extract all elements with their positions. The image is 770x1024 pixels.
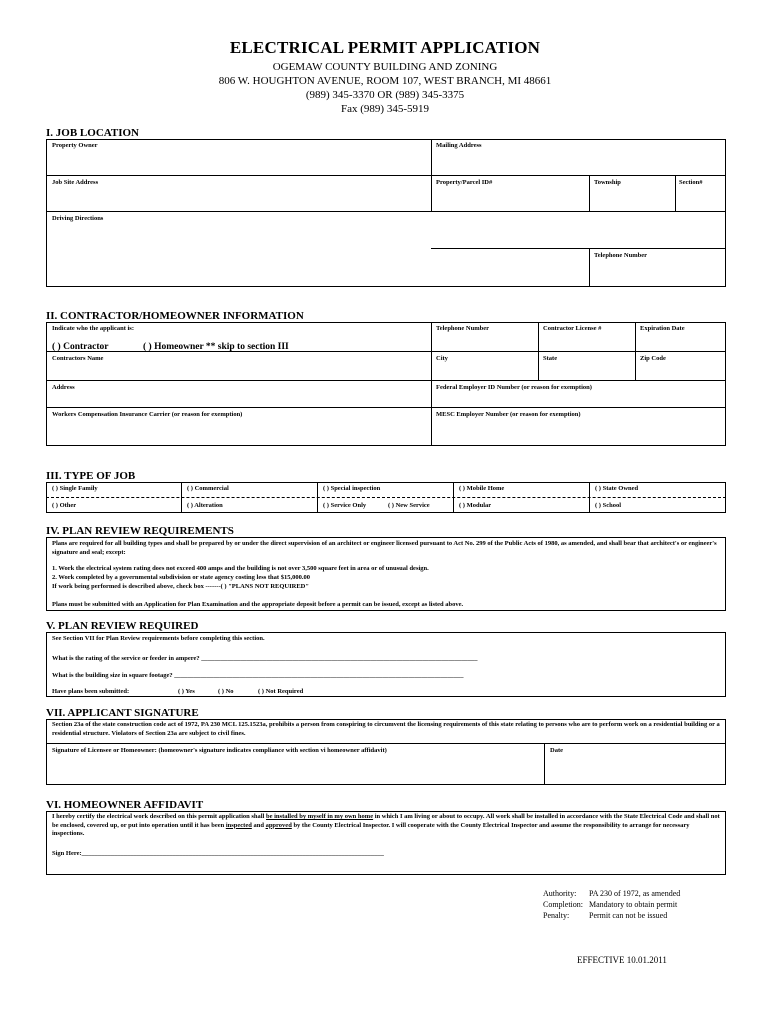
township-field[interactable]: Township — [594, 179, 621, 186]
licensing-law-text: Section 23a of the state construction code act of 1972, PA 230 MCL 125.1523a, prohibits a person from conspiring to circumvent the licensing requirements of this state relating to persons who are to perform work on a residential building or a residential structure. Violators of Section 23a are subject to civil fines. — [52, 721, 720, 737]
section-contractor-heading: II. CONTRACTOR/HOMEOWNER INFORMATION — [46, 310, 304, 322]
state-field[interactable]: State — [543, 355, 558, 362]
applicant-indicator-label: Indicate who the applicant is: — [52, 325, 134, 332]
exception-1-text: 1. Work the electrical system rating does not exceed 400 amps and the building is not over 3,500 square feet in area or of unusual design. — [52, 565, 429, 572]
section-plan-review-required-heading: V. PLAN REVIEW REQUIRED — [46, 620, 199, 632]
section-job-location-heading: I. JOB LOCATION — [46, 127, 140, 139]
section-homeowner-affidavit-heading: VI. HOMEOWNER AFFIDAVIT — [46, 799, 204, 811]
contractor-checkbox[interactable]: ( ) Contractor — [52, 342, 109, 352]
job-telephone-field[interactable]: Telephone Number — [594, 252, 648, 259]
section-plan-review-requirements-heading: IV. PLAN REVIEW REQUIREMENTS — [46, 525, 234, 537]
zip-code-field[interactable]: Zip Code — [640, 355, 666, 362]
completion-line: Completion: Mandatory to obtain permit — [543, 900, 678, 909]
job-location-box — [46, 139, 726, 287]
service-rating-field[interactable]: What is the rating of the service or feeder in ampere? _____________________________________________________________________________________ — [52, 655, 478, 662]
plan-review-see-note: See Section VII for Plan Review requirements before completing this section. — [52, 635, 265, 642]
signature-field[interactable]: Signature of Licensee or Homeowner: (homeowner's signature indicates compliance with section vi homeowner affidavit) — [52, 747, 387, 754]
exception-2-text: 2. Work completed by a governmental subdivision or state agency costing less that $15,000.00 — [52, 574, 310, 581]
homeowner-checkbox[interactable]: ( ) Homeowner ** skip to section III — [143, 342, 289, 352]
mailing-address-field[interactable]: Mailing Address — [436, 142, 482, 149]
plans-submitted-not-required[interactable]: ( ) Not Required — [258, 688, 304, 695]
contractors-name-field[interactable]: Contractors Name — [52, 355, 104, 362]
workers-comp-field[interactable]: Workers Compensation Insurance Carrier (or reason for exemption) — [52, 411, 243, 418]
section-type-of-job-heading: III. TYPE OF JOB — [46, 470, 136, 482]
plans-submitted-no[interactable]: ( ) No — [218, 688, 234, 695]
job-type-school[interactable]: ( ) School — [595, 502, 621, 509]
job-type-alteration[interactable]: ( ) Alteration — [187, 502, 223, 509]
form-title: ELECTRICAL PERMIT APPLICATION — [229, 38, 541, 57]
job-type-mobile-home[interactable]: ( ) Mobile Home — [459, 485, 505, 492]
job-type-single-family[interactable]: ( ) Single Family — [52, 485, 98, 492]
contractor-telephone-field[interactable]: Telephone Number — [436, 325, 490, 332]
license-expiration-field[interactable]: Expiration Date — [640, 325, 685, 332]
plans-submitted-yes[interactable]: ( ) Yes — [178, 688, 195, 695]
section-number-field[interactable]: Section# — [679, 179, 703, 186]
affidavit-sign-field[interactable]: Sign Here:_____________________________________________________________________________________________ — [52, 850, 384, 857]
job-type-other[interactable]: ( ) Other — [52, 502, 77, 509]
contractor-box — [46, 322, 726, 446]
office-phone: (989) 345-3370 OR (989) 345-3375 — [305, 89, 465, 101]
office-fax: Fax (989) 345-5919 — [341, 103, 429, 115]
job-type-modular[interactable]: ( ) Modular — [459, 502, 492, 509]
property-owner-field[interactable]: Property Owner — [52, 142, 98, 149]
office-address: 806 W. HOUGHTON AVENUE, ROOM 107, WEST BRANCH, MI 48661 — [218, 75, 552, 87]
penalty-line: Penalty: Permit can not be issued — [543, 911, 668, 920]
authority-line: Authority: PA 230 of 1972, as amended — [543, 889, 681, 898]
job-type-commercial[interactable]: ( ) Commercial — [187, 485, 229, 492]
job-type-new-service[interactable]: ( ) New Service — [388, 502, 430, 509]
city-field[interactable]: City — [436, 355, 448, 362]
job-site-address-field[interactable]: Job Site Address — [52, 179, 99, 186]
mesc-employer-field[interactable]: MESC Employer Number (or reason for exemption) — [436, 411, 581, 418]
job-type-special-inspection[interactable]: ( ) Special inspection — [323, 485, 381, 492]
contractor-address-field[interactable]: Address — [52, 384, 75, 391]
office-name: OGEMAW COUNTY BUILDING AND ZONING — [272, 61, 498, 73]
signature-date-field[interactable]: Date — [550, 747, 563, 754]
job-type-service-only[interactable]: ( ) Service Only — [323, 502, 367, 509]
plans-submission-note: Plans must be submitted with an Application for Plan Examination and the appropriate deposit before a permit can be issued, except as listed above. — [52, 601, 464, 608]
driving-directions-field[interactable]: Driving Directions — [52, 215, 104, 222]
effective-date: EFFECTIVE 10.01.2011 — [577, 955, 667, 965]
plan-requirements-text: Plans are required for all building types and shall be prepared by or under the direct supervision of an architect or engineer licensed pursuant to Act No. 299 of the Public Acts of 1980, as amended, and shall bear that architect's or engineer's signature and seal; except: — [52, 540, 717, 556]
affidavit-text: I hereby certify the electrical work described on this permit application shall be installed by myself in my own home in which I am living or about to occupy. All work shall be installed in accordance with the State Electrical Code and shall not be enclosed, covered up, or put into operation until it has been inspected and approved by the County Electrical Inspector. I will cooperate with the County Electrical Inspector and assume the responsibility to arrange for necessary inspections. — [52, 813, 720, 837]
building-size-field[interactable]: What is the building size in square footage? _________________________________________________________________________________________ — [52, 672, 464, 679]
contractor-license-field[interactable]: Contractor License # — [543, 325, 602, 332]
plans-submitted-label: Have plans been submitted: — [52, 688, 130, 695]
section-applicant-signature-heading: VII. APPLICANT SIGNATURE — [46, 707, 199, 719]
federal-employer-id-field[interactable]: Federal Employer ID Number (or reason for exemption) — [436, 384, 592, 391]
parcel-id-field[interactable]: Property/Parcel ID# — [436, 179, 493, 186]
job-type-state-owned[interactable]: ( ) State Owned — [595, 485, 639, 492]
plans-not-required-checkbox[interactable]: If work being performed is described above, check box -------( ) "PLANS NOT REQUIRED" — [52, 583, 309, 590]
